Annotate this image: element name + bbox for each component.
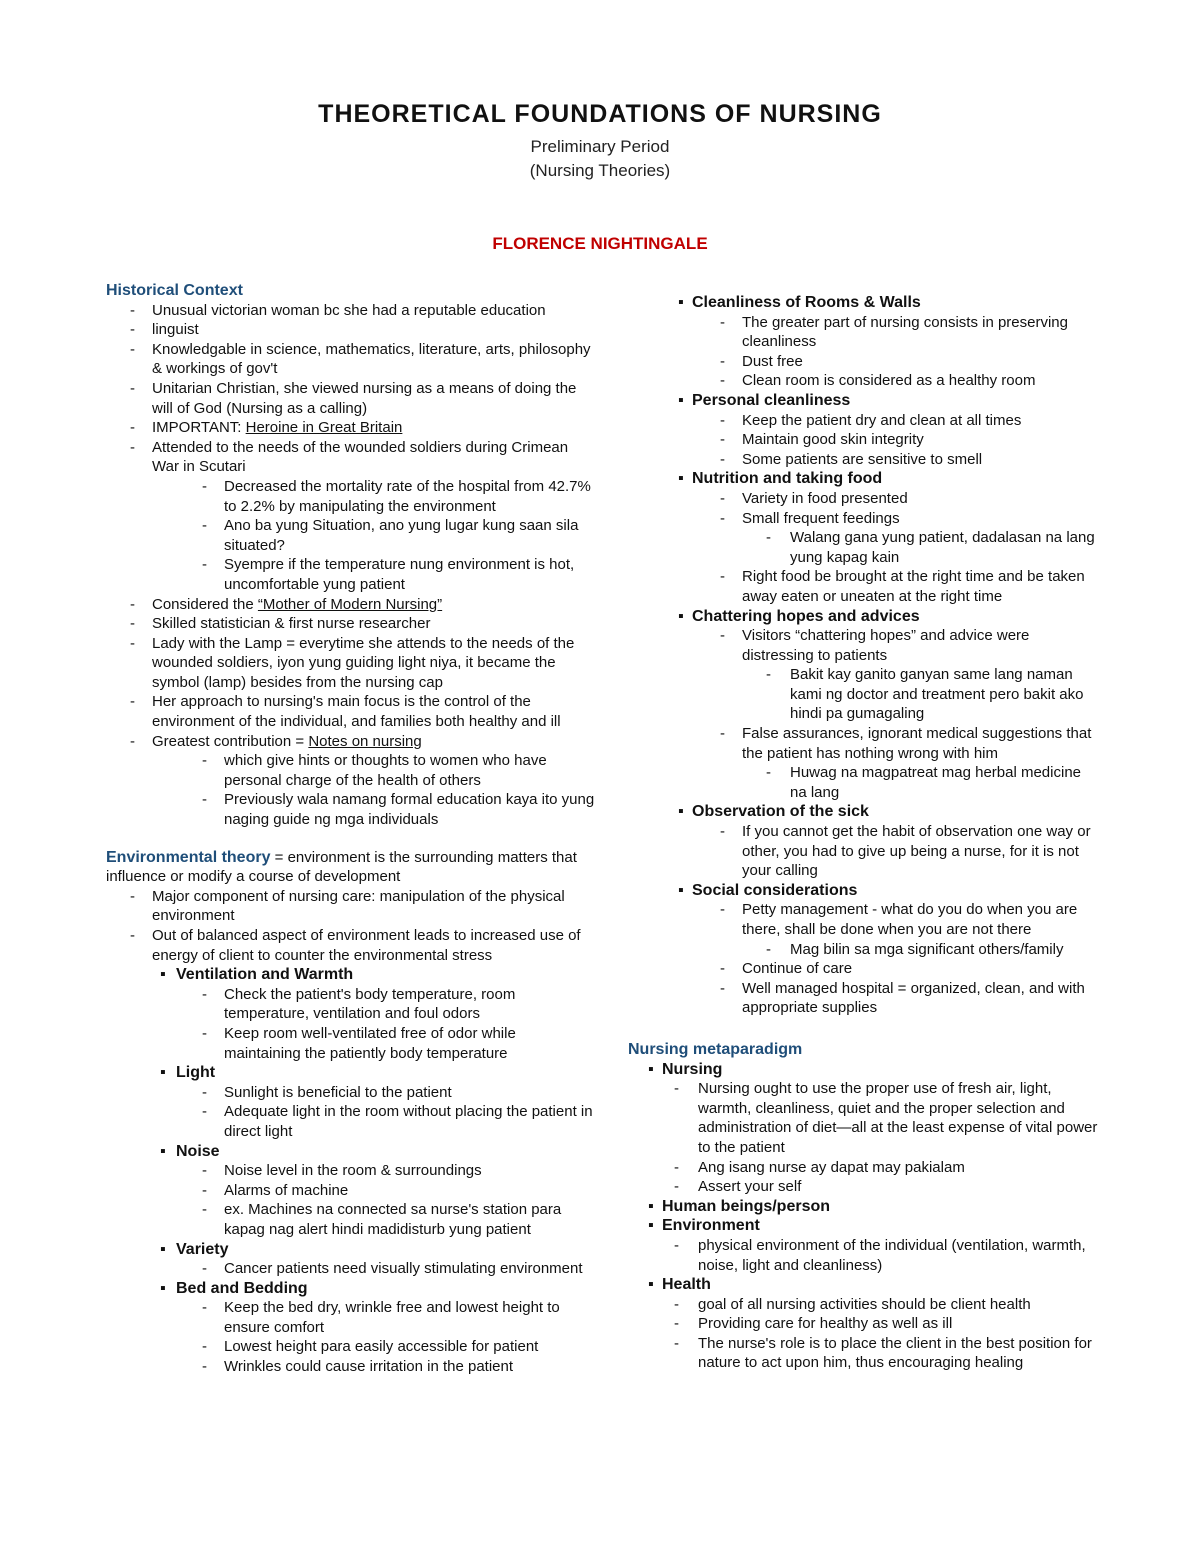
list-subitem: - Right food be brought at the right time and be taken away eaten or uneaten at the right time [720, 568, 1085, 605]
list-subitem: - If you cannot get the habit of observation one way or other, you had to give up being a nurse, for it is not your calling [720, 823, 1091, 880]
list-item: - Unusual victorian woman bc she had a reputable education [130, 301, 546, 319]
list-subitem: - Decreased the mortality rate of the hospital from 42.7% to 2.2% by manipulating the environment [202, 477, 591, 515]
nursing-bullet: ▪ Nursing [648, 1060, 723, 1078]
list-item: - Out of balanced aspect of environment leads to increased use of energy of client to counter the environmental stress [130, 927, 581, 964]
historical-list [106, 301, 596, 830]
list-subitem: - ex. Machines na connected sa nurse's station para kapag nag alert hindi madidisturb yung patient [202, 1201, 562, 1238]
list-subitem: - The nurse's role is to place the client in the best position for nature to act upon him, thus encouraging healing [674, 1334, 1092, 1372]
list-subitem: - Maintain good skin integrity [720, 431, 924, 449]
underlined-text: “Mother of Modern Nursing” [257, 595, 443, 613]
list-item: - Lady with the Lamp = everytime she attends to the needs of the wounded soldiers, iyon yung guiding light niya, it became the symbol (lamp) besides from the nursing cap [130, 634, 575, 691]
list-subitem: - Dust free [720, 352, 803, 370]
list-item: - Unitarian Christian, she viewed nursing as a means of doing the will of God (Nursing as a calling) [130, 379, 577, 417]
variety-bullet: ▪ Variety [160, 1240, 229, 1258]
cleanliness-bullet: ▪ Cleanliness of Rooms & Walls [678, 294, 921, 311]
list-subitem: - Continue of care [720, 960, 853, 978]
list-subitem: - Some patients are sensitive to smell [720, 450, 983, 468]
list-subitem: - Assert your self [674, 1178, 802, 1196]
list-subitem: - Small frequent feedings [720, 509, 900, 527]
list-subitem: - Lowest height para easily accessible for patient [202, 1338, 539, 1356]
observation-bullet: ▪ Observation of the sick [678, 803, 869, 821]
social-bullet: ▪ Social considerations [678, 881, 858, 899]
list-subitem: - Wrinkles could cause irritation in the patient [202, 1358, 514, 1376]
list-subsubitem: - Huwag na magpatreat mag herbal medicine na lang [766, 764, 1081, 801]
nutrition-bullet: ▪ Nutrition and taking food [678, 470, 883, 488]
underlined-text: Notes on nursing [308, 732, 422, 750]
list-item: - Knowledgable in science, mathematics, literature, arts, philosophy & workings of gov't [130, 340, 591, 378]
document-subtitle: (Nursing Theories) [529, 161, 671, 180]
list-item: - Considered the “Mother of Modern Nursing” [130, 595, 443, 613]
metaparadigm-heading: Nursing metaparadigm [628, 1040, 803, 1058]
list-subitem: - Syempre if the temperature nung environment is hot, uncomfortable yung patient [202, 556, 575, 593]
list-item: - Attended to the needs of the wounded soldiers during Crimean War in Scutari [130, 438, 569, 476]
ventilation-bullet: ▪ Ventilation and Warmth [160, 966, 354, 984]
list-subitem: - Ang isang nurse ay dapat may pakialam [674, 1158, 965, 1176]
list-subsubitem: - Walang gana yung patient, dadalasan na lang yung kapag kain [766, 529, 1095, 566]
list-subsubitem: - Bakit kay ganito ganyan same lang naman kami ng doctor and treatment pero bakit ako hindi pa gumagaling [766, 666, 1084, 723]
list-subitem: - Petty management - what do you do when you are there, shall be done when you are not there [720, 901, 1078, 938]
human-beings-bullet: ▪ Human beings/person [648, 1197, 831, 1215]
metaparadigm-list [628, 1060, 1100, 1374]
list-item: - Her approach to nursing's main focus is the control of the environment of the individual, and families both healthy and ill [130, 693, 561, 731]
health-bullet: ▪ Health [648, 1276, 711, 1294]
list-subitem: - Noise level in the room & surroundings [202, 1162, 482, 1180]
environmental-theory-paragraph: Environmental theory = environment is the surrounding matters that influence or modify a course of development [106, 848, 577, 886]
light-bullet: ▪ Light [160, 1064, 216, 1082]
list-item: - Major component of nursing care: manipulation of the physical environment [130, 887, 565, 925]
list-subitem: - False assurances, ignorant medical suggestions that the patient has nothing wrong with him [720, 725, 1092, 762]
list-subitem: - Previously wala namang formal education kaya ito yung naging guide ng mga individuals [202, 791, 595, 829]
list-subitem: - physical environment of the individual (ventilation, warmth, noise, light and cleanliness) [674, 1236, 1086, 1274]
bed-bullet: ▪ Bed and Bedding [160, 1279, 308, 1297]
list-item: - linguist [130, 321, 199, 339]
document-period: Preliminary Period [530, 137, 670, 156]
list-subitem: - Sunlight is beneficial to the patient [202, 1083, 452, 1101]
list-subitem: - goal of all nursing activities should be client health [674, 1295, 1031, 1313]
personal-cleanliness-bullet: ▪ Personal cleanliness [678, 391, 851, 409]
environment-bullet: ▪ Environment [648, 1217, 760, 1235]
underlined-text: Heroine in Great Britain [245, 419, 403, 437]
list-subitem: - Keep the patient dry and clean at all times [720, 411, 1022, 429]
historical-context-heading: Historical Context [106, 282, 243, 299]
chattering-bullet: ▪ Chattering hopes and advices [678, 607, 920, 625]
list-item: - Greatest contribution = Notes on nursing [130, 732, 422, 750]
environment-list [106, 887, 596, 1377]
left-column [106, 281, 596, 1377]
noise-bullet: ▪ Noise [160, 1142, 220, 1160]
list-subitem: - Alarms of machine [202, 1181, 349, 1199]
right-column [628, 293, 1100, 1373]
list-subitem: - Providing care for healthy as well as ill [674, 1315, 953, 1333]
document-title: THEORETICAL FOUNDATIONS OF NURSING [318, 100, 882, 128]
list-subitem: - Visitors “chattering hopes” and advice were distressing to patients [720, 627, 1030, 664]
list-subitem: - The greater part of nursing consists in preserving cleanliness [720, 313, 1068, 351]
list-subitem: - Check the patient's body temperature, room temperature, ventilation and foul odors [202, 985, 516, 1023]
list-subitem: - Ano ba yung Situation, ano yung lugar kung saan sila situated? [202, 517, 579, 554]
list-subitem: - which give hints or thoughts to women who have personal charge of the health of others [202, 752, 547, 789]
list-subitem: - Keep room well-ventilated free of odor while maintaining the patiently body temperature [202, 1024, 516, 1062]
list-subitem: - Adequate light in the room without placing the patient in direct light [202, 1103, 593, 1140]
list-subitem: - Variety in food presented [720, 489, 908, 507]
list-subitem: - Keep the bed dry, wrinkle free and lowest height to ensure comfort [202, 1299, 560, 1336]
document-header [0, 100, 1200, 183]
list-subitem: - Clean room is considered as a healthy room [720, 372, 1036, 390]
list-subsubitem: - Mag bilin sa mga significant others/family [766, 940, 1064, 958]
list-subitem: - Nursing ought to use the proper use of fresh air, light, warmth, cleanliness, quiet and the proper selection and administration of diet—all at the least expense of vital power to the patient [674, 1080, 1098, 1156]
list-subitem: - Well managed hospital = organized, clean, and with appropriate supplies [720, 979, 1085, 1017]
list-item: - Skilled statistician & first nurse researcher [130, 615, 431, 633]
list-item: - IMPORTANT: Heroine in Great Britain [130, 419, 403, 437]
environmental-theory-heading: Environmental theory [106, 848, 271, 866]
section-title: FLORENCE NIGHTINGALE [492, 234, 708, 253]
list-subitem: - Cancer patients need visually stimulating environment [202, 1260, 583, 1278]
environment-list-continued [628, 293, 1100, 1018]
